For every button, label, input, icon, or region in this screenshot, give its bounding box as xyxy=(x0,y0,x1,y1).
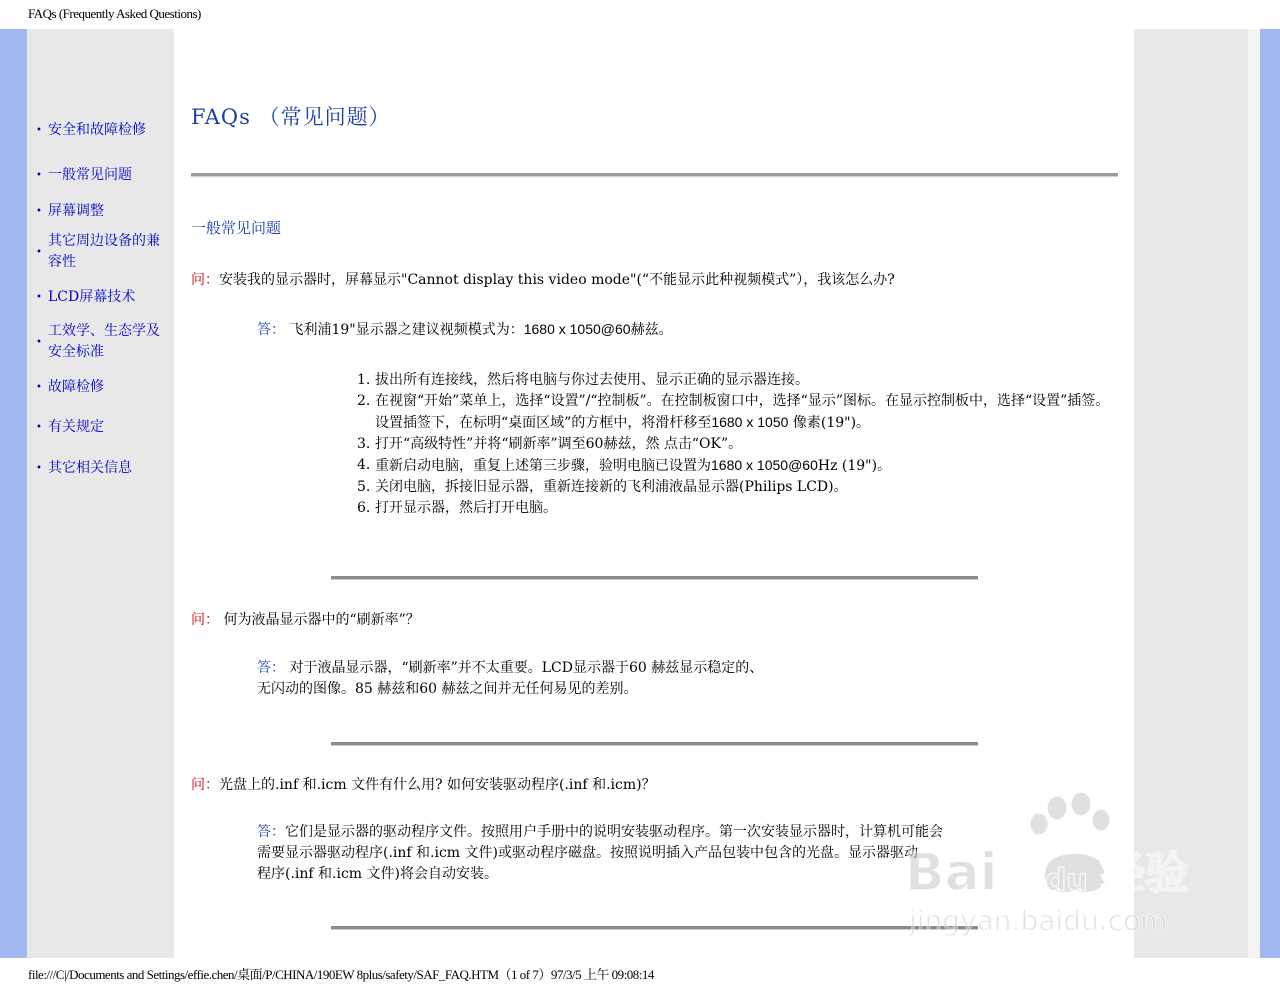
faq-question-1 xyxy=(191,269,895,289)
question-text: 何为液晶显示器中的“刷新率”？ xyxy=(219,612,420,628)
step-text: 关闭电脑，拆接旧显示器，重新连接新的飞利浦液晶显示器(Philips LCD)。 xyxy=(375,479,848,495)
bullet-icon: • xyxy=(36,125,42,136)
answer-line: 需要显示器驱动程序(.inf 和.icm 文件)或驱动程序磁盘。按照说明插入产品包装中包含的光盘。显示器驱动 xyxy=(257,845,918,861)
divider xyxy=(331,926,978,930)
bullet-icon: • xyxy=(36,170,42,181)
sidebar-item-screen-adjust[interactable] xyxy=(36,201,172,222)
question-prefix: 问： xyxy=(191,272,219,288)
step-text-a: 重新启动电脑，重复上述第三步骤，验明电脑已设置为 xyxy=(375,458,711,474)
watermark-service: 经验 xyxy=(1101,848,1189,899)
video-mode-value: 1680 x 1050@60 xyxy=(523,321,631,337)
bullet-icon: • xyxy=(36,292,42,303)
sidebar-item-general-faq[interactable] xyxy=(36,165,172,186)
step-text xyxy=(375,455,1112,477)
question-text: 安装我的显示器时，屏幕显示"Cannot display this video mode"(“不能显示此种视频模式”），我该怎么办? xyxy=(219,272,895,288)
answer-text: 对于液晶显示器，“刷新率”并不太重要。LCD显示器于60 赫兹显示稳定的、 xyxy=(285,660,764,676)
step-number: 5. xyxy=(357,479,371,495)
answer-prefix: 答： xyxy=(257,322,285,338)
sidebar-item-label[interactable]: 工效学、生态学及安全标准 xyxy=(48,323,160,360)
sidebar-item-troubleshooting[interactable] xyxy=(36,377,172,398)
sidebar-item-regulations[interactable] xyxy=(36,417,172,438)
list-item xyxy=(357,455,1112,477)
step-text: 拔出所有连接线，然后将电脑与你过去使用、显示正确的显示器连接。 xyxy=(375,372,809,388)
section-title: 一般常见问题 xyxy=(191,219,282,237)
bullet-icon: • xyxy=(36,246,42,258)
bullet-icon: • xyxy=(36,463,42,474)
left-grey-band xyxy=(27,29,35,958)
answer-text: 它们是显示器的驱动程序文件。按照用户手册中的说明安装驱动程序。第一次安装显示器时，计算机可能会 xyxy=(285,824,943,840)
answer-text-tail: 赫兹。 xyxy=(630,322,673,338)
step-number: 3. xyxy=(357,436,371,452)
resolution-value: 1680 x 1050 xyxy=(711,414,789,430)
sidebar-item-label[interactable]: 有关规定 xyxy=(48,419,104,435)
sidebar-item-safety[interactable] xyxy=(36,120,172,141)
sidebar-item-label[interactable]: 屏幕调整 xyxy=(48,203,104,219)
step-text-b: 像素(19")。 xyxy=(792,415,871,431)
answer-prefix: 答： xyxy=(257,824,285,840)
step-text-b: Hz (19")。 xyxy=(817,458,892,474)
print-footer: file:///C|/Documents and Settings/effie.chen/桌面/P/CHINA/190EW 8plus/safety/SAF_FAQ.HTM（1 of 7）97/3/5 上午 09:08:14 xyxy=(28,967,654,982)
watermark-url: jingyan.baidu.com xyxy=(909,904,1168,937)
step-number: 1. xyxy=(357,372,371,388)
answer-line: 程序(.inf 和.icm 文件)将会自动安装。 xyxy=(257,866,498,882)
faq-question-2 xyxy=(191,609,420,629)
watermark-brand2: du xyxy=(1045,863,1088,898)
step-text-a: 在视窗“开始”菜单上，选择“设置”/“控制板”。在控制板窗口中，选择“显示”图标。在显示控制板中，选择“设置”插签。设置插签下，在标明“桌面区域”的方框中，将滑杆移至 xyxy=(375,393,1110,431)
steps-list xyxy=(357,370,1112,519)
bullet-icon: • xyxy=(36,382,42,393)
list-item xyxy=(357,498,1112,519)
baidu-jingyan-watermark xyxy=(905,792,1205,942)
sidebar-item-label[interactable]: 其它周边设备的兼容性 xyxy=(48,233,160,270)
print-header: FAQs (Frequently Asked Questions) xyxy=(28,6,201,21)
left-color-band xyxy=(0,29,27,958)
sidebar-item-ergonomics[interactable] xyxy=(36,321,172,363)
sidebar-item-label[interactable]: 安全和故障检修 xyxy=(48,122,146,138)
list-item xyxy=(357,434,1112,455)
step-text: 打开“高级特性”并将“刷新率”调至60赫兹，然 点击“OK”。 xyxy=(375,436,743,452)
step-text: 打开显示器，然后打开电脑。 xyxy=(375,500,557,516)
page-title: FAQs （常见问题） xyxy=(191,105,391,129)
right-light-band xyxy=(1248,29,1260,958)
sidebar-item-lcd-tech[interactable] xyxy=(36,287,172,308)
step-number: 2. xyxy=(357,393,371,409)
step-text xyxy=(375,391,1112,434)
list-item xyxy=(357,391,1112,434)
sidebar-item-compatibility[interactable] xyxy=(36,231,172,273)
step-number: 4. xyxy=(357,457,371,473)
question-prefix: 问： xyxy=(191,612,219,628)
resolution-value: 1680 x 1050@60 xyxy=(711,457,818,473)
sidebar-item-label[interactable]: 一般常见问题 xyxy=(48,167,132,183)
question-prefix: 问： xyxy=(191,777,219,793)
watermark-brand: Bai xyxy=(905,843,998,903)
faq-answer-2 xyxy=(257,658,1057,700)
sidebar-item-label[interactable]: 其它相关信息 xyxy=(48,460,132,476)
faq-question-3 xyxy=(191,774,656,794)
sidebar-item-label[interactable]: LCD屏幕技术 xyxy=(48,289,136,305)
list-item xyxy=(357,477,1112,498)
divider xyxy=(331,742,978,746)
step-number: 6. xyxy=(357,500,371,516)
question-text: 光盘上的.inf 和.icm 文件有什么用? 如何安装驱动程序(.inf 和.icm)？ xyxy=(219,777,656,793)
list-item xyxy=(357,370,1112,391)
answer-line xyxy=(257,658,1057,679)
divider xyxy=(331,576,978,580)
right-color-band xyxy=(1260,29,1280,958)
answer-text: 飞利浦19"显示器之建议视频模式为： xyxy=(289,322,524,338)
divider xyxy=(191,173,1118,177)
answer-prefix: 答： xyxy=(257,660,285,676)
bullet-icon: • xyxy=(36,336,42,348)
sidebar-item-other-info[interactable] xyxy=(36,458,172,479)
bullet-icon: • xyxy=(36,422,42,433)
sidebar-item-label[interactable]: 故障检修 xyxy=(48,379,104,395)
faq-answer-1 xyxy=(257,319,1057,341)
bullet-icon: • xyxy=(36,206,42,217)
answer-line: 无闪动的图像。85 赫兹和60 赫兹之间并无任何易见的差别。 xyxy=(257,681,638,697)
